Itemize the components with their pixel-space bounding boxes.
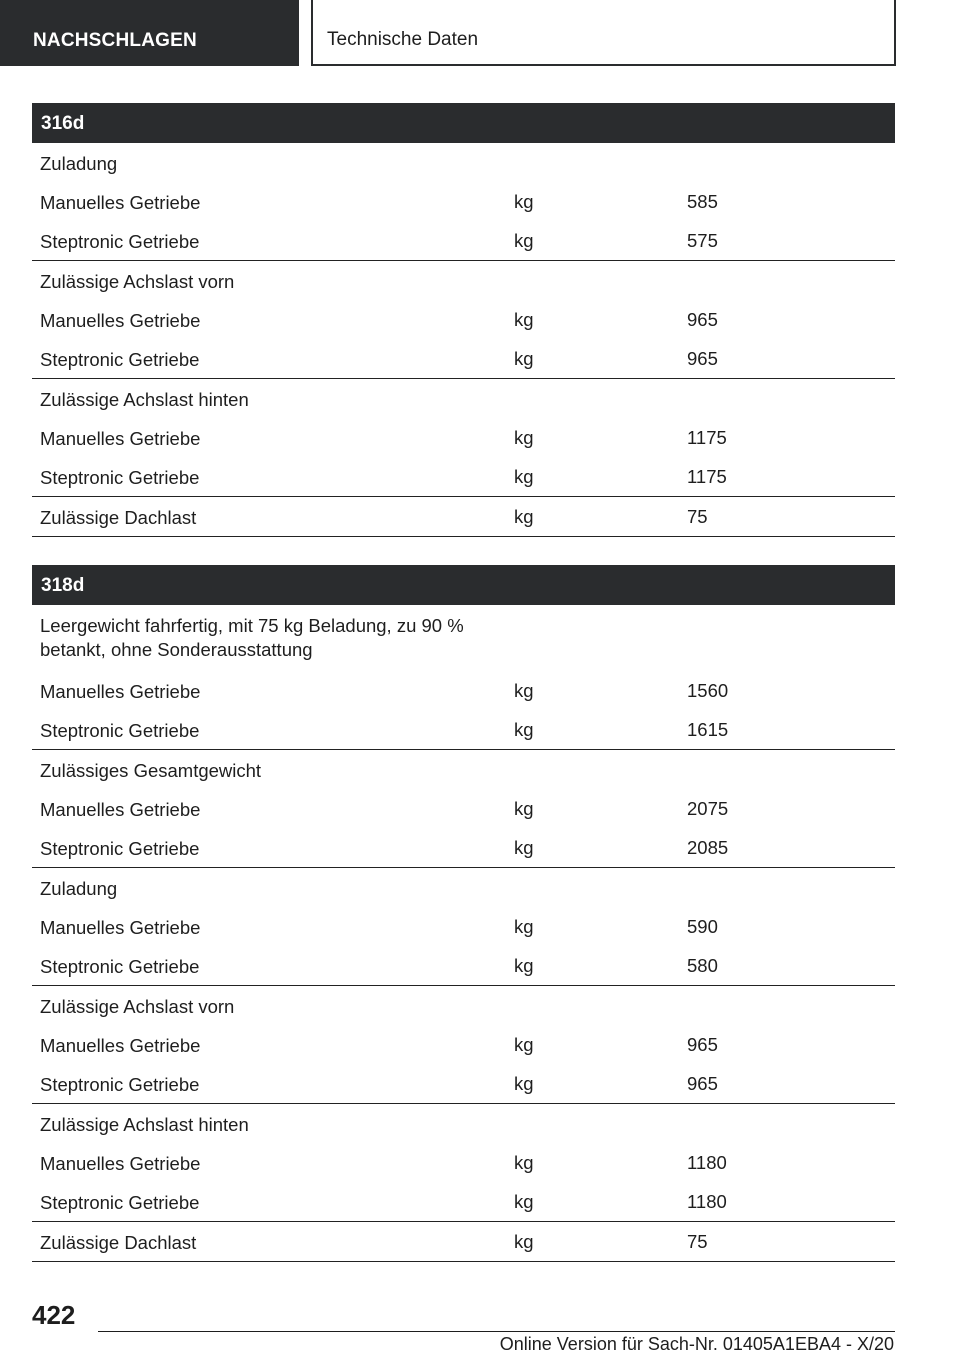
row-unit: kg [514,348,534,369]
row-label: Steptronic Getriebe [40,1192,200,1213]
table-row [32,457,895,496]
group-title: Zulässige Achslast hinten [40,1114,249,1135]
row-value: 1560 [687,680,729,701]
table-row [32,946,895,985]
row-unit: kg [514,309,534,330]
row-label: Steptronic Getriebe [40,349,200,370]
footer-divider [98,1331,895,1332]
row-unit: kg [514,1191,534,1212]
row-label: Zulässige Dachlast [40,1232,197,1253]
table-group [32,1222,895,1262]
table-header: 318d [32,565,895,605]
table-row [32,710,895,749]
table-row [32,789,895,828]
group-title-row [32,261,895,300]
row-value: 590 [687,916,718,937]
row-value: 965 [687,309,718,330]
row-unit: kg [514,1034,534,1055]
table-row [32,907,895,946]
group-title-row [32,379,895,418]
group-title-row [32,143,895,182]
row-label: Manuelles Getriebe [40,428,201,449]
table-group [32,497,895,537]
table-group [32,379,895,497]
table-row [32,1025,895,1064]
row-label: Manuelles Getriebe [40,917,201,938]
row-label: Steptronic Getriebe [40,231,200,252]
row-label: Steptronic Getriebe [40,838,200,859]
table-row [32,1143,895,1182]
group-title: Leergewicht fahrfertig, mit 75 kg Beladung, zu 90 % betankt, ohne Sonderausstattung [40,615,464,660]
table-group [32,261,895,379]
row-value: 2085 [687,837,729,858]
row-unit: kg [514,916,534,937]
row-label: Steptronic Getriebe [40,467,200,488]
table-group [32,1104,895,1222]
row-label: Manuelles Getriebe [40,1153,201,1174]
group-title-row [32,750,895,789]
row-unit: kg [514,798,534,819]
table-row [32,221,895,260]
row-value: 1175 [687,466,727,487]
table-group [32,143,895,261]
table-row [32,1182,895,1221]
table-row [32,339,895,378]
row-unit: kg [514,719,534,740]
row-label: Manuelles Getriebe [40,310,201,331]
row-unit: kg [514,230,534,251]
row-value: 585 [687,191,718,212]
table-group [32,868,895,986]
row-value: 575 [687,230,718,251]
row-unit: kg [514,427,534,448]
spec-table-318d [32,565,895,1262]
table-row [32,1222,895,1261]
row-unit: kg [514,1152,534,1173]
row-label: Manuelles Getriebe [40,192,201,213]
table-group [32,605,895,750]
footer-version-text: Online Version für Sach-Nr. 01405A1EBA4 - X/20 [499,1334,894,1354]
table-row [32,300,895,339]
table-header: 316d [32,103,895,143]
row-value: 1180 [687,1191,727,1212]
row-unit: kg [514,837,534,858]
row-value: 1615 [687,719,729,740]
table-group [32,986,895,1104]
row-value: 75 [687,506,708,527]
table-row [32,828,895,867]
table-row [32,182,895,221]
table-row [32,1064,895,1103]
row-unit: kg [514,680,534,701]
row-value: 965 [687,1034,718,1055]
row-unit: kg [514,1231,534,1252]
group-title-row [32,986,895,1025]
row-label: Manuelles Getriebe [40,799,201,820]
row-unit: kg [514,466,534,487]
row-label: Steptronic Getriebe [40,1074,200,1095]
group-title: Zulässiges Gesamtgewicht [40,760,262,781]
group-title: Zuladung [40,878,118,899]
row-value: 1175 [687,427,727,448]
row-label: Zulässige Dachlast [40,507,197,528]
row-unit: kg [514,1073,534,1094]
row-value: 2075 [687,798,729,819]
group-title: Zuladung [40,153,118,174]
row-unit: kg [514,506,534,527]
group-title: Zulässige Achslast vorn [40,996,235,1017]
group-title: Zulässige Achslast vorn [40,271,235,292]
row-label: Manuelles Getriebe [40,1035,201,1056]
group-title: Zulässige Achslast hinten [40,389,249,410]
row-unit: kg [514,191,534,212]
table-row [32,418,895,457]
row-value: 1180 [687,1152,727,1173]
group-title-row [32,868,895,907]
row-label: Steptronic Getriebe [40,956,200,977]
page-number: 422 [32,1300,76,1330]
spec-table-316d [32,103,895,537]
row-unit: kg [514,955,534,976]
page-title: Technische Daten [311,0,896,66]
section-label: NACHSCHLAGEN [0,0,299,66]
group-title-row [32,1104,895,1143]
page-header [0,0,960,66]
table-row [32,497,895,536]
row-label: Manuelles Getriebe [40,681,201,702]
row-value: 965 [687,348,718,369]
row-value: 75 [687,1231,708,1252]
row-value: 580 [687,955,718,976]
row-value: 965 [687,1073,718,1094]
row-label: Steptronic Getriebe [40,720,200,741]
table-group [32,750,895,868]
group-title-row [32,605,895,671]
table-row [32,671,895,710]
